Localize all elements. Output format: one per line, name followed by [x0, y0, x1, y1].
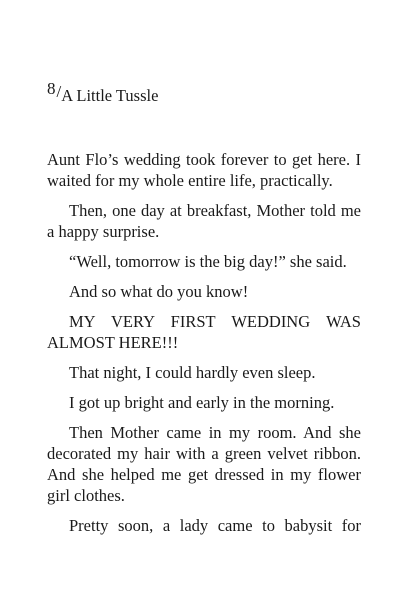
chapter-number: 8	[47, 79, 56, 98]
paragraph: Pretty soon, a lady came to babysit for	[69, 516, 361, 535]
chapter-slash: /	[56, 82, 62, 101]
paragraph: Then Mother came in my room. And she decorated my hair with a green velvet ribbon. And she helped me get dressed in my flower girl clothes.	[47, 423, 361, 505]
paragraph: Aunt Flo’s wedding took forever to get here. I waited for my whole entire life, practically.	[47, 150, 361, 190]
paragraph: That night, I could hardly even sleep.	[69, 363, 316, 382]
chapter-heading	[47, 79, 159, 106]
paragraph: I got up bright and early in the morning.	[69, 393, 335, 412]
paragraph: MY VERY FIRST WEDDING WAS ALMOST HERE!!!	[47, 312, 361, 352]
paragraph: Then, one day at breakfast, Mother told me a happy surprise.	[47, 201, 361, 241]
paragraph: And so what do you know!	[69, 282, 249, 301]
chapter-title: A Little Tussle	[61, 86, 159, 105]
paragraph: “Well, tomorrow is the big day!” she said.	[69, 252, 347, 271]
chapter-body	[47, 149, 361, 545]
